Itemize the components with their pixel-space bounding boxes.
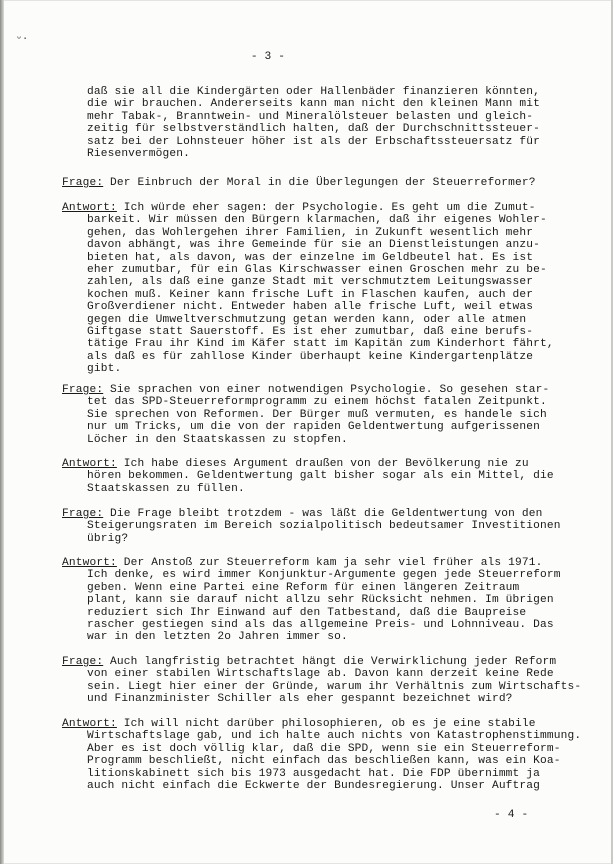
next-page-indicator: - 4 -	[494, 809, 529, 821]
question-text: Auch langfristig betrachtet hängt die Verwirklichung jeder Reform	[103, 656, 557, 668]
text-line: reduziert sich Ihr Einwand auf den Tatbestand, daß die Baupreise	[87, 606, 527, 619]
answer-text: Ich will nicht darüber philosophieren, ob es je eine stabile	[116, 718, 536, 730]
text-line: bieten hat, als davon, was der einzelne im Geldbeutel hat. Es ist	[87, 251, 534, 264]
question-label: Frage:	[62, 656, 104, 668]
text-line: gegen die Umweltverschmutzung getan werden kann, oder alle atmen	[87, 313, 527, 326]
text-line: Großverdiener nicht. Entweder haben alle frische Luft, weil etwas	[87, 301, 534, 314]
question-label: Frage:	[62, 177, 104, 189]
text-line: tet das SPD-Steuerreformprogramm zu einem höchst fatalen Zeitpunkt.	[87, 396, 547, 409]
text-line: und Finanzminister Schiller als eher gespannt bezeichnet wird?	[87, 693, 513, 706]
text-line: satz bei der Lohnsteuer höher ist als der Erbschaftssteuersatz für	[87, 135, 540, 148]
text-line: gibt.	[87, 363, 122, 376]
answer-text: Ich habe dieses Argument draußen von der Bevölkerung nie zu	[116, 458, 529, 470]
text-line: nur um Tricks, um die von der rapiden Geldentwertung aufgerissenen	[87, 421, 540, 434]
answer-2	[62, 458, 582, 495]
text-line: litionskabinett sich bis 1973 ausgedacht hat. Die FDP übernimmt ja	[87, 767, 540, 780]
question-text: Die Frage bleibt trotzdem - was läßt die Geldentwertung von den	[103, 508, 543, 520]
question-text: Der Einbruch der Moral in die Überlegungen der Steuerreformer?	[103, 177, 536, 189]
text-line: die wir brauchen. Andererseits kann man nicht den kleinen Mann mit	[87, 98, 540, 111]
text-line: Löcher in den Staatskassen zu stopfen.	[87, 433, 348, 446]
question-4	[62, 656, 582, 706]
text-line: Steigerungsraten im Bereich sozialpolitisch bedeutsamer Investitionen	[87, 520, 561, 533]
text-line: Staatskassen zu füllen.	[87, 482, 245, 495]
text-line: davon abhängt, was ihre Gemeinde für sie an Dienstleistungen anzu-	[87, 239, 540, 252]
text-line: eher zumutbar, für ein Glas Kirschwasser einen Groschen mehr zu be-	[87, 263, 547, 276]
text-line: von einer stabilen Wirtschaftslage ab. Davon kann derzeit keine Rede	[87, 668, 554, 681]
text-line: plant, kann sie darauf nicht allzu sehr Rücksicht nehmen. Im übrigen	[87, 594, 554, 607]
answer-1	[62, 202, 582, 375]
answer-text: Der Anstoß zur Steuerreform kam ja sehr viel früher als 1971.	[116, 557, 543, 569]
question-2	[62, 384, 582, 446]
text-line: auch nicht einfach die Eckwerte der Bundesregierung. Unser Auftrag	[87, 779, 540, 792]
text-line: Riesenvermögen.	[87, 147, 190, 160]
page-number: - 3 -	[250, 51, 286, 63]
text-line: Sie sprechen von Reformen. Der Bürger muß vermuten, es handele sich	[87, 408, 547, 421]
question-text: Sie sprachen von einer notwendigen Psychologie. So gesehen star-	[103, 384, 550, 396]
text-line: barkeit. Wir müssen den Bürgern klarmachen, daß ihr eigenes Wohler-	[87, 214, 547, 227]
text-line: Aber es ist doch völlig klar, daß die SPD, wenn sie ein Steuerreform-	[87, 742, 561, 755]
intro-paragraph	[87, 86, 607, 160]
text-line: sein. Liegt hier einer der Gründe, warum ihr Verhältnis zum Wirtschafts-	[87, 680, 582, 693]
text-line: als daß es für zahllose Kinder überhaupt keine Kindergartenplätze	[87, 350, 534, 363]
question-label: Frage:	[62, 384, 104, 396]
text-line: zeitig für selbstverständlich halten, daß der Durchschnittssteuer-	[87, 123, 540, 136]
text-line: gehen, das Wohlergehen ihrer Familien, in Zukunft wesentlich mehr	[87, 226, 534, 239]
text-line: geben. Wenn eine Partei eine Reform für einen längeren Zeitraum	[87, 581, 520, 594]
text-line: mehr Tabak-, Branntwein- und Mineralölsteuer belasten und gleich-	[87, 110, 534, 123]
question-1	[62, 177, 582, 189]
answer-text: Ich würde eher sagen: der Psychologie. Es geht um die Zumut-	[116, 202, 536, 214]
text-line: Wirtschaftslage gab, und ich halte auch nichts von Katastrophenstimmung.	[87, 730, 582, 743]
answer-label: Antwort:	[62, 718, 117, 730]
text-line: Giftgase statt Sauerstoff. Es ist eher zumutbar, daß eine berufs-	[87, 325, 534, 338]
text-line: hören bekommen. Geldentwertung galt bisher sogar als ein Mittel, die	[87, 470, 554, 483]
text-line: war in den letzten 2o Jahren immer so.	[87, 631, 348, 644]
text-line: daß sie all die Kindergärten oder Hallenbäder finanzieren könnten,	[87, 86, 540, 98]
text-line: kochen muß. Keiner kann frische Luft in Flaschen kaufen, auch der	[87, 288, 534, 301]
answer-4	[62, 718, 582, 792]
answer-label: Antwort:	[62, 458, 117, 470]
answer-3	[62, 557, 582, 644]
scan-left-edge	[0, 0, 4, 864]
text-line: rascher gestiegen sind als das allgemeine Preis- und Lohnniveau. Das	[87, 618, 554, 631]
question-label: Frage:	[62, 508, 104, 520]
answer-label: Antwort:	[62, 557, 117, 569]
question-3	[62, 508, 582, 545]
text-line: zahlen, als daß eine ganze Stadt mit verschmutztem Leitungswasser	[87, 276, 534, 289]
text-line: Programm beschließt, nicht einfach das beschließen kann, was ein Koa-	[87, 755, 561, 768]
text-line: übrig?	[87, 532, 129, 545]
corner-mark: ᵕ·	[16, 34, 29, 45]
text-line: tätige Frau ihr Kind im Käfer statt im Kapitän zum Kinderhort fährt,	[87, 338, 554, 351]
text-line: Ich denke, es wird immer Konjunktur-Argumente gegen jede Steuerreform	[87, 569, 561, 582]
answer-label: Antwort:	[62, 202, 117, 214]
